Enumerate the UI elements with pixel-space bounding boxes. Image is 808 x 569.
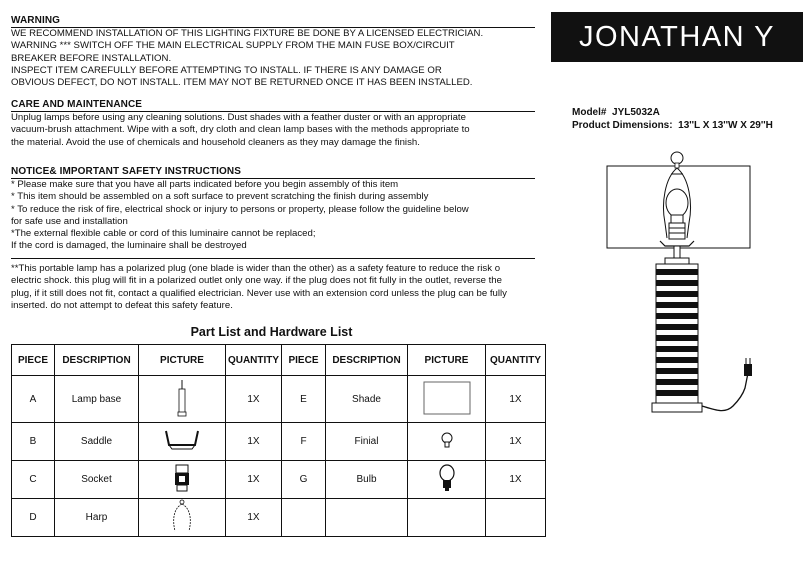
plug-line: inserted. do not attempt to defeat this safety feature. (11, 299, 233, 311)
quantity-cell: 1X (226, 376, 282, 423)
header-quantity: QUANTITY (226, 345, 282, 376)
table-row (12, 376, 546, 423)
description-cell: Saddle (55, 423, 139, 461)
notice-line: If the cord is damaged, the luminaire shall be destroyed (11, 240, 247, 252)
description-cell: Socket (55, 461, 139, 499)
finial-icon (440, 432, 454, 448)
plug-text (11, 263, 507, 312)
description-cell (326, 499, 408, 537)
plug-line: plug, if it still does not fit, contact a qualified electrician. Never use with an extension cord unless the plug can be fully (11, 287, 507, 299)
model-label: Model# (572, 107, 607, 118)
piece-cell: E (282, 376, 326, 423)
piece-cell: F (282, 423, 326, 461)
warning-line: INSPECT ITEM CAREFULLY BEFORE ATTEMPTING TO INSTALL. IF THERE IS ANY DAMAGE OR (11, 64, 442, 76)
socket-icon (172, 464, 192, 492)
bulb-icon (438, 464, 456, 492)
table-row (12, 499, 546, 537)
quantity-cell: 1X (226, 499, 282, 537)
quantity-cell: 1X (486, 423, 546, 461)
description-cell: Lamp base (55, 376, 139, 423)
header-quantity: QUANTITY (486, 345, 546, 376)
warning-line: OBVIOUS DEFECT, DO NOT INSTALL. ITEM MAY NOT BE RETURNED ONCE IT HAS BEEN INSTALLED. (11, 77, 473, 89)
care-line: Unplug lamps before using any cleaning solutions. Dust shades with a feather duster or with an appropriate (11, 112, 466, 123)
lamp-base-icon (175, 379, 189, 417)
warning-text (11, 28, 483, 89)
warning-line: WARNING *** SWITCH OFF THE MAIN ELECTRICAL SUPPLY FROM THE MAIN FUSE BOX/CIRCUIT (11, 40, 455, 52)
notice-text (11, 179, 469, 253)
table-row (12, 423, 546, 461)
notice-line: *The external flexible cable or cord of this luminaire cannot be replaced; (11, 228, 316, 240)
header-piece: PIECE (282, 345, 326, 376)
care-line: vacuum-brush attachment. Wipe with a soft, dry cloth and clean lamp bases with the methods appropriate to (11, 124, 470, 136)
quantity-cell: 1X (486, 376, 546, 423)
care-title: CARE AND MAINTENANCE (11, 99, 143, 110)
plug-divider (11, 258, 535, 259)
picture-cell (139, 376, 226, 423)
description-cell: Bulb (326, 461, 408, 499)
notice-line: for safe use and installation (11, 215, 128, 227)
parts-table (11, 344, 546, 537)
header-picture: PICTURE (139, 345, 226, 376)
notice-line: * To reduce the risk of fire, electrical shock or injury to persons or property, please follow the guideline below (11, 203, 469, 215)
quantity-cell (486, 499, 546, 537)
picture-cell (408, 499, 486, 537)
brand-logo: JONATHAN Y (551, 12, 803, 62)
warning-line: WE RECOMMEND INSTALLATION OF THIS LIGHTING FIXTURE BE DONE BY A LICENSED ELECTRICIAN. (11, 28, 484, 39)
notice-title: NOTICE& IMPORTANT SAFETY INSTRUCTIONS (11, 166, 241, 177)
description-cell: Harp (55, 499, 139, 537)
plug-line: electric shock. this plug will fit in a polarized outlet only one way. if the plug does not fit fully in the outlet, reverse the (11, 275, 502, 287)
parts-title: Part List and Hardware List (190, 325, 353, 339)
picture-cell (139, 423, 226, 461)
quantity-cell: 1X (486, 461, 546, 499)
harp-icon (170, 499, 194, 533)
header-piece: PIECE (12, 345, 55, 376)
header-picture: PICTURE (408, 345, 486, 376)
shade-icon (423, 381, 471, 415)
quantity-cell: 1X (226, 461, 282, 499)
care-line: the material. Avoid the use of chemicals and household cleaners as they may damage the finish. (11, 136, 420, 148)
picture-cell (139, 461, 226, 499)
parts-header-row (12, 345, 546, 376)
piece-cell: G (282, 461, 326, 499)
picture-cell (139, 499, 226, 537)
dimensions-line (572, 119, 773, 132)
piece-cell: A (12, 376, 55, 423)
header-description: DESCRIPTION (55, 345, 139, 376)
piece-cell: C (12, 461, 55, 499)
warning-title: WARNING (11, 15, 61, 26)
quantity-cell: 1X (226, 423, 282, 461)
picture-cell (408, 423, 486, 461)
picture-cell (408, 376, 486, 423)
plug-line: **This portable lamp has a polarized plug (one blade is wider than the other) as a safety feature to reduce the risk o (11, 263, 501, 274)
picture-cell (408, 461, 486, 499)
notice-line: * This item should be assembled on a soft surface to prevent scratching the finish during assembly (11, 191, 429, 203)
model-line (572, 106, 660, 119)
piece-cell (282, 499, 326, 537)
description-cell: Finial (326, 423, 408, 461)
warning-line: BREAKER BEFORE INSTALLATION. (11, 52, 172, 64)
care-text (11, 112, 470, 149)
saddle-icon (164, 429, 200, 451)
dimensions-label: Product Dimensions: (572, 120, 673, 131)
header-description: DESCRIPTION (326, 345, 408, 376)
lamp-illustration-icon (605, 148, 765, 418)
piece-cell: D (12, 499, 55, 537)
notice-line: * Please make sure that you have all parts indicated before you begin assembly of this item (11, 179, 399, 190)
piece-cell: B (12, 423, 55, 461)
model-value: JYL5032A (612, 107, 660, 118)
dimensions-value: 13''L X 13''W X 29''H (678, 120, 773, 131)
table-row (12, 461, 546, 499)
description-cell: Shade (326, 376, 408, 423)
